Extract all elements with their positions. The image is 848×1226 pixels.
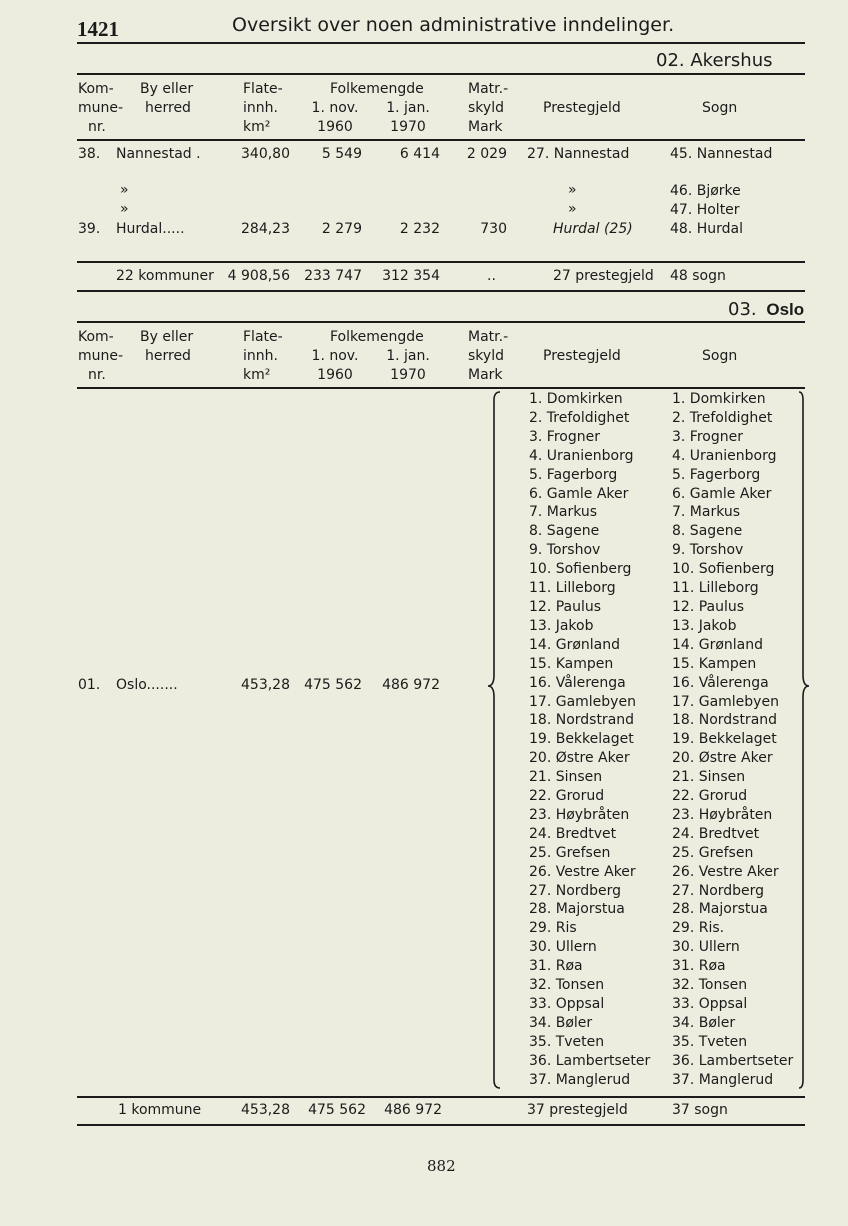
title-rule [77,42,805,44]
header-sogn: Sogn [702,348,738,364]
list-item: 32. Tonsen [529,977,605,994]
list-item: 5. Fagerborg [672,466,761,483]
header-jan: 1. jan. 1970 [386,100,430,135]
total-rule-top [77,1096,805,1098]
list-item: 6. Gamle Aker [529,485,629,502]
list-item: 28. Majorstua [529,901,625,918]
list-item: 22. Grorud [529,788,605,805]
list-item: 7. Markus [672,504,741,521]
header-herred: By eller herred [140,81,194,116]
header-folkemengde: Folkemengde [330,81,424,97]
list-item: 11. Lilleborg [529,580,616,597]
list-item: 27. Nordberg [529,882,622,899]
prestegjeld-list [529,390,650,1090]
list-item: 16. Vålerenga [529,674,626,691]
header-prestegjeld: Prestegjeld [543,100,621,116]
right-brace-icon [797,390,811,1090]
list-item: 35. Tveten [529,1033,605,1050]
total-rule-bottom [77,290,805,292]
section-heading-oslo: 03. Oslo [728,299,805,320]
list-item: 20. Østre Aker [672,750,773,767]
header-matr: Matr.- skyld Mark [468,329,509,383]
header-prestegjeld: Prestegjeld [543,348,621,364]
list-item: 14. Grønland [672,636,763,653]
sogn-list [672,390,793,1090]
list-item: 21. Sinsen [672,769,746,786]
header-nov: 1. nov. 1960 [311,100,359,135]
header-nov: 1. nov. 1960 [311,348,359,383]
header-rule [77,139,805,141]
list-item: 29. Ris [529,920,577,937]
list-item: 24. Bredtvet [672,825,760,842]
list-item: 37. Manglerud [672,1071,774,1088]
header-folkemengde: Folkemengde [330,329,424,345]
list-item: 33. Oppsal [672,996,748,1012]
section-rule [77,73,805,75]
list-item: 7. Markus [529,504,598,521]
list-item: 8. Sagene [672,523,743,540]
list-item: 31. Røa [529,958,583,975]
list-item: 1. Domkirken [672,391,766,407]
list-item: 2. Trefoldighet [672,409,773,426]
page-footer-number: 882 [427,1157,456,1175]
total-rule-bottom [77,1124,805,1126]
header-matr: Matr.- skyld Mark [468,81,509,135]
page-title: Oversikt over noen administrative inndelinger. [232,14,675,36]
section-rule [77,321,805,323]
header-rule [77,387,805,389]
list-item: 14. Grønland [529,636,620,653]
list-item: 3. Frogner [672,428,743,445]
list-item: 30. Ullern [672,939,740,956]
list-item: 34. Bøler [672,1014,736,1031]
total-rule-top [77,261,805,263]
list-item: 37. Manglerud [529,1071,631,1088]
list-item: 36. Lambertseter [672,1052,794,1069]
list-item: 34. Bøler [529,1014,593,1031]
list-item: 9. Torshov [529,542,601,559]
list-item: 26. Vestre Aker [529,863,636,880]
list-item: 3. Frogner [529,428,600,445]
list-item: 23. Høybråten [529,806,630,823]
header-flate: Flate- innh. km² [243,81,283,135]
list-item: 12. Paulus [529,598,602,615]
list-item: 22. Grorud [672,788,748,805]
header-jan: 1. jan. 1970 [386,348,430,383]
header-herred: By eller herred [140,329,194,364]
list-item: 15. Kampen [672,655,757,672]
list-item: 35. Tveten [672,1033,748,1050]
list-item: 17. Gamlebyen [672,693,779,710]
list-item: 23. Høybråten [672,806,773,823]
list-item: 20. Østre Aker [529,750,630,767]
list-item: 33. Oppsal [529,996,605,1012]
header-komnr: Kom- mune- nr. [78,329,124,383]
list-item: 2. Trefoldighet [529,409,630,426]
list-item: 13. Jakob [529,617,594,634]
list-item: 16. Vålerenga [672,674,769,691]
list-item: 15. Kampen [529,655,614,672]
section-heading-akershus: 02. Akershus [656,50,773,71]
page-number: 1421 [77,17,119,41]
list-item: 10. Sofienberg [529,561,632,578]
header-komnr: Kom- mune- nr. [78,81,124,135]
list-item: 17. Gamlebyen [529,693,636,710]
list-item: 8. Sagene [529,523,600,540]
left-brace-icon [486,390,504,1090]
list-item: 12. Paulus [672,598,745,615]
list-item: 25. Grefsen [672,844,754,861]
list-item: 4. Uranienborg [529,447,634,464]
list-item: 36. Lambertseter [529,1052,651,1069]
list-item: 13. Jakob [672,617,737,634]
list-item: 25. Grefsen [529,844,611,861]
list-item: 10. Sofienberg [672,561,775,578]
list-item: 30. Ullern [529,939,597,956]
list-item: 32. Tonsen [672,977,748,994]
list-item: 27. Nordberg [672,882,765,899]
list-item: 18. Nordstrand [529,712,635,729]
list-item: 31. Røa [672,958,726,975]
header-sogn: Sogn [702,100,738,116]
list-item: 28. Majorstua [672,901,768,918]
list-item: 6. Gamle Aker [672,485,772,502]
list-item: 18. Nordstrand [672,712,778,729]
list-item: 21. Sinsen [529,769,603,786]
header-flate: Flate- innh. km² [243,329,283,383]
list-item: 19. Bekkelaget [672,731,777,748]
list-item: 26. Vestre Aker [672,863,779,880]
list-item: 24. Bredtvet [529,825,617,842]
list-item: 29. Ris. [672,920,725,937]
list-item: 19. Bekkelaget [529,731,634,748]
list-item: 9. Torshov [672,542,744,559]
list-item: 4. Uranienborg [672,447,777,464]
list-item: 1. Domkirken [529,391,623,407]
list-item: 11. Lilleborg [672,580,759,597]
list-item: 5. Fagerborg [529,466,618,483]
